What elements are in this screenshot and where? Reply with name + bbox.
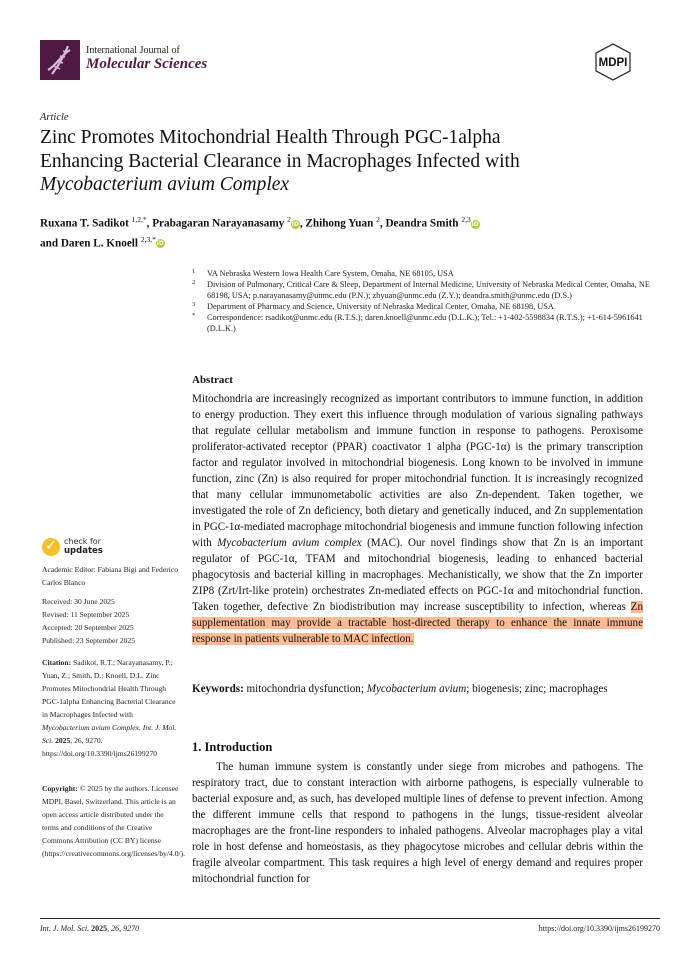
citation-doi[interactable]: , 26, 9270. https://doi.org/10.3390/ijms26199270 [42,736,158,758]
affiliation-item [192,312,658,334]
abstract-heading: Abstract [192,374,233,386]
affiliation-mark: 1 [192,268,196,275]
check-icon: ✓ [42,538,60,556]
check-updates-line2: updates [64,546,103,556]
dna-icon [40,40,80,80]
footer-volume: , 26, 9270 [107,924,140,933]
author-name[interactable]: Ruxana T. Sadikot [40,217,129,230]
author-affiliation-marks: 2,3,* [140,234,156,244]
author-name[interactable]: Prabagaran Narayanasamy [152,217,285,230]
revised-date: Revised: 11 September 2025 [42,610,130,619]
correspondence-text: Correspondence: rsadikot@unmc.edu (R.T.S.); daren.knoell@unmc.edu (D.L.K.); Tel.: +1-402-5598834 (R.T.S.); +1-614-5961641 (D.L.K.) [207,313,643,333]
introduction-body [192,759,643,887]
citation [42,656,182,760]
affiliation-item [192,279,658,301]
journal-logo [40,40,80,80]
copyright-label: Copyright: [42,784,78,793]
mdpi-logo-text: MDPI [598,57,628,69]
footer-journal: Int. J. Mol. Sci. [40,924,90,933]
author-name[interactable]: Zhihong Yuan [305,217,374,230]
citation-italic: Mycobacterium avium Complex. Int. J. Mol. Sci. [42,723,177,745]
affiliations [192,268,658,334]
author-separator: , [299,217,306,230]
copyright [42,782,186,860]
author-name[interactable]: and Daren L. Knoell [40,237,139,250]
article-title [40,126,660,197]
journal-name-line2: Molecular Sciences [86,56,208,72]
author-list [40,212,660,251]
keywords-text: mitochondria dysfunction; [243,683,367,695]
abstract-text: (MAC). Our novel findings show that Zn is an important regulator of PGC-1α, TFAM and mitochondrial biogenesis, leading to enhanced bacterial phagocytosis and bacterial killing in macrophages. Mechanistically, we show that the Zn importer ZIP8 (Zrt/Irt-like protein) orchestrates Zn-mediated effects on PGC-1α and mitochondrial function. Taken together, defective Zn biodistribution may increase susceptibility to infection, whereas [192,537,643,613]
article-type: Article [40,112,69,123]
author-affiliation-marks: 2 [376,215,380,224]
footer-doi-link[interactable]: https://doi.org/10.3390/ijms26199270 [538,924,660,933]
section-heading: 1. Introduction [192,740,273,754]
copyright-text: © 2025 by the authors. Licensee MDPI, Basel, Switzerland. This article is an open access article distributed under the terms and conditions of the Creative Commons Attribution (CC BY) license (https://creativecommons.org/licenses/by/4.0/). [42,784,186,858]
mdpi-logo [592,42,634,82]
abstract-body [192,391,643,647]
highlighted-text[interactable]: Zn supplementation may provide a tractable host-directed therapy to enhance the innate immune response in patients vulnerable to MAC infection. [192,601,643,645]
title-line: Zinc Promotes Mitochondrial Health Through PGC-1alpha [40,127,501,148]
publication-dates [42,595,182,647]
academic-editor: Academic Editor: Fabiana Bigi and Federico Carlos Blanco [42,565,179,587]
author-affiliation-marks: 2 [287,215,291,224]
affiliation-text: Division of Pulmonary, Critical Care & Sleep, Department of Internal Medicine, University of Nebraska Medical Center, Omaha, NE 68198, USA; p.narayanasamy@unmc.edu (P.N.); zhyuan@unmc.edu (Z.Y.); deandra.smith@unmc.edu (D.S.) [207,280,650,300]
affiliation-item [192,268,658,279]
affiliation-text: VA Nebraska Western Iowa Health Care System, Omaha, NE 68105, USA [207,269,454,278]
footer-journal-ref [40,924,139,933]
keywords-italic: Mycobacterium avium [366,683,467,695]
citation-year: 2025 [53,736,71,745]
title-line: Mycobacterium avium Complex [40,174,290,195]
affiliation-mark: * [192,312,196,319]
orcid-icon[interactable]: iD [471,220,479,228]
abstract-text: Mitochondria are increasingly recognized as important contributors to immune function, in addition to energy production. They exert this influence through modulation of various signaling pathways that regulate cellular metabolism and immune function in response to pathogens. Peroxisome proliferator-activated receptor (PPAR) coactivator 1 alpha (PGC-1α) is the primary transcription factor and regulator involved in mitochondrial biogenesis. Long known to be involved in immune function, zinc (Zn) is also required for proper mitochondrial function. It is increasingly recognized that many cellular immunometabolic activities are also Zn-dependent. Taken together, we investigated the role of Zn deficiency, both dietary and genetically induced, and Zn supplementation in PGC-1α-mediated macrophage mitochondrial biogenesis and immune function following infection with [192,393,643,549]
citation-text: Sadikot, R.T.; Narayanasamy, P.; Yuan, Z.; Smith, D.; Knoell, D.L. Zinc Promotes Mitochondrial Health Through PGC-1alpha Enhancing Bacterial Clearance in Macrophages Infected with [42,658,176,719]
paragraph: The human immune system is constantly under siege from microbes and pathogens. The respiratory tract, due to constant interaction with airborne pathogens, is especially vulnerable to bacterial exposure and, as such, has developed multiple lines of defense to prevent infection. Among the different immune cells that respond to pathogens in the lungs, tissue-resident alveolar macrophages are the front-line responders to inhaled pathogens. Alveolar macrophages play a vital role in host defense and homeostasis, as they phagocytose microbes and cellular debris within the fragile alveolar compartment. This task requires a high level of energy demand and requires proper mitochondrial function for [192,761,643,885]
published-date: Published: 23 September 2025 [42,636,136,645]
received-date: Received: 30 June 2025 [42,597,115,606]
keywords [192,683,652,695]
orcid-icon[interactable]: iD [291,220,299,228]
footer-divider [40,918,660,919]
affiliation-mark: 2 [192,279,196,286]
check-updates-line1: check for [64,537,101,546]
accepted-date: Accepted: 20 September 2025 [42,623,134,632]
orcid-icon[interactable]: iD [156,240,164,248]
journal-name-line1: International Journal of [86,45,180,56]
author-separator: , [379,217,386,230]
keywords-label: Keywords: [192,683,244,695]
keywords-text: ; biogenesis; zinc; macrophages [466,683,608,695]
author-affiliation-marks: 2,3 [461,215,471,224]
author-name[interactable]: Deandra Smith [385,217,459,230]
title-line: Enhancing Bacterial Clearance in Macrophages Infected with [40,150,520,172]
affiliation-item [192,301,658,312]
author-affiliation-marks: 1,2,* [131,215,147,224]
affiliation-mark: 3 [192,301,196,308]
abstract-italic-term: Mycobacterium avium complex [217,537,362,549]
citation-label: Citation: [42,658,72,667]
author-separator: , [146,217,153,230]
footer-year: 2025 [89,924,108,933]
affiliation-text: Department of Pharmacy and Science, University of Nebraska Medical Center, Omaha, NE 68198, USA [207,302,554,311]
